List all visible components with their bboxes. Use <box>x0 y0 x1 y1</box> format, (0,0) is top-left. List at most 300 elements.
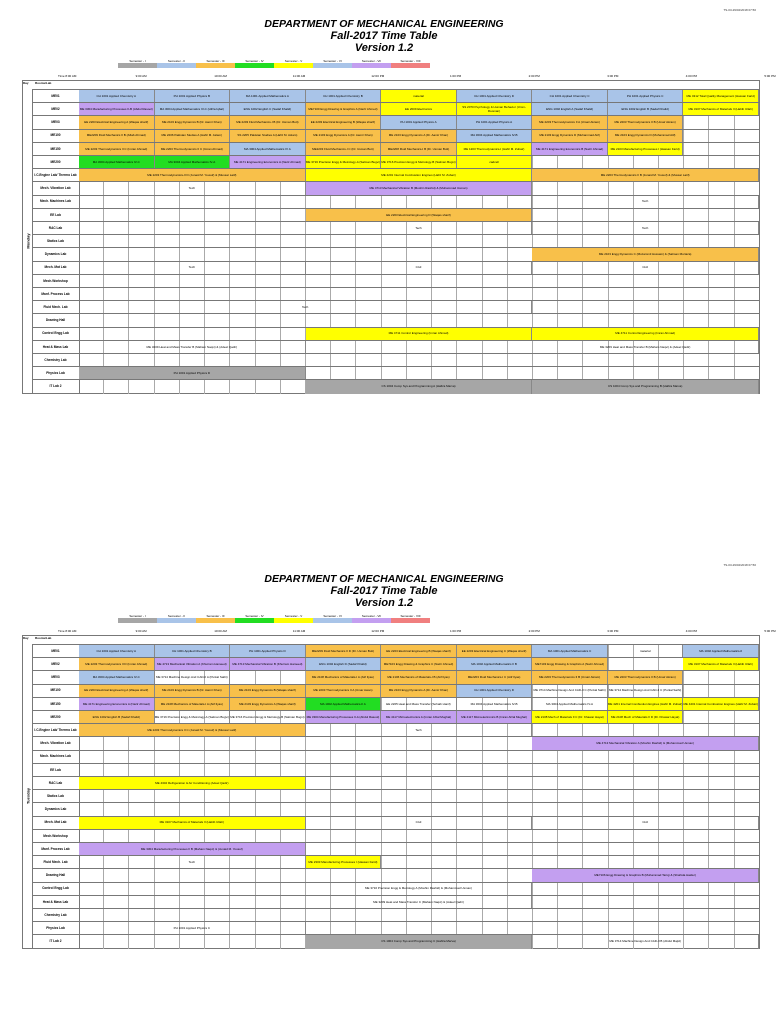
class-block[interactable]: ME 3209 Heat and Mass Transfer B (Maham Naqvi) & (Adeel Qadir) <box>532 341 759 354</box>
class-block[interactable]: Tech <box>79 301 532 314</box>
class-block[interactable]: ME 3716 Precision Engg & Metrology-B (Salman Bugvi) <box>230 711 306 724</box>
class-block[interactable]: MA 3004 Applied Mathematics IV-C <box>79 671 155 684</box>
empty-slot <box>684 751 709 764</box>
room-row <box>32 89 759 103</box>
empty-slot <box>256 935 281 948</box>
room-row <box>32 327 759 341</box>
class-block[interactable]: ME 2203 Thermodynamics II D (Imran Ahmad) <box>79 658 155 671</box>
empty-slot <box>684 116 709 129</box>
empty-slot <box>155 896 180 909</box>
class-block[interactable]: MA 3004 Applied Mathematics IV-B <box>457 698 533 711</box>
page-stamp: TS-03-29/02/2018 07:50 <box>723 8 756 12</box>
empty-slot <box>735 751 759 764</box>
class-block[interactable]: Tech <box>306 222 533 235</box>
empty-slot <box>306 830 331 843</box>
class-block[interactable]: CS 1004 Comp Sys and Programming A (Hafiza Marva) <box>306 380 533 393</box>
room-row <box>32 261 759 275</box>
class-block[interactable]: ME 3716 Precision Engg & Metrology-A (Salman Bugvi) <box>155 711 231 724</box>
room-row <box>32 102 759 116</box>
empty-slot <box>331 341 356 354</box>
class-block[interactable]: PH 1001 Applied Physics A <box>381 116 457 129</box>
class-block[interactable]: ME 3209 Heat and Mass Transfer C (Maham Naqvi) & (Adeel Qadir) <box>306 896 533 909</box>
class-block[interactable]: MA 3004 Applied Mathematics IV-C (Hifza Iqbal) <box>155 103 231 116</box>
class-block[interactable]: PH 1001 Applied Physics B <box>155 90 231 103</box>
class-block[interactable]: EE 2009 Electronics <box>381 103 457 116</box>
empty-slot <box>281 935 306 948</box>
empty-slot <box>382 235 407 248</box>
empty-slot <box>558 724 583 737</box>
version-label: Version 1.2 <box>354 42 414 54</box>
class-block[interactable]: ME 1203 Thermodynamics-I (Hafiz M. Zubair) <box>457 143 533 156</box>
empty-slot <box>659 367 684 380</box>
empty-slot <box>457 275 482 288</box>
room-name: ME03 <box>32 671 80 684</box>
legend-label: Semester - IV <box>245 614 264 618</box>
empty-slot <box>306 790 331 803</box>
class-block[interactable]: ME 4171 Engineering Economics A (Nazir Ahmad) <box>79 698 155 711</box>
empty-slot <box>508 737 533 750</box>
class-block[interactable]: MA 1001 Applied Mathematics C <box>532 645 608 658</box>
class-block[interactable]: ME 3716 Precision Engg & Metrology A (Moshin Rashid) & (Muhammad Usman) <box>306 883 533 896</box>
empty-slot <box>709 685 734 698</box>
class-block[interactable]: ME 2203 Thermodynamics II C (Junaid M. Yousuf) & (Mussar Latif) <box>79 724 306 737</box>
empty-slot <box>356 737 381 750</box>
empty-slot <box>256 764 281 777</box>
class-block[interactable]: Tech <box>532 196 759 209</box>
class-block[interactable]: Civil <box>306 262 533 275</box>
class-block[interactable]: ME 2103 Engg Dynamics B (Dr. Aamir Khan) <box>155 116 231 129</box>
class-block[interactable]: EE 2205 Heat and Mass Transfer (Sohaib Hanif) <box>381 698 457 711</box>
room-row <box>32 181 759 195</box>
class-block[interactable]: ME 2303 Manufacturing Processes I (Hassan Farid) <box>306 856 382 869</box>
class-block[interactable]: MA 3004 Applied Mathematics IV-C <box>79 156 155 169</box>
class-block[interactable]: ENG 1002 English B (Sadaf Khalid) <box>79 711 155 724</box>
legend-swatch <box>235 63 274 68</box>
legend-item <box>235 59 274 68</box>
class-block[interactable]: ME 2203 Thermodynamics II B (Junaid M. Yousuf) & (Mussar Latif) <box>532 169 759 182</box>
empty-slot <box>483 367 508 380</box>
class-block[interactable]: CH 1001 Applied Chemistry A <box>79 90 155 103</box>
empty-slot <box>129 790 154 803</box>
empty-slot <box>684 671 709 684</box>
class-block[interactable]: ME 3716 Precision Engg & Metrology-A (Salman Bugvi) <box>306 156 382 169</box>
empty-slot <box>382 314 407 327</box>
class-block[interactable]: ME 4201 Internal Combustion Engines (Hafiz M. Zubair) <box>608 698 684 711</box>
empty-slot <box>155 790 180 803</box>
class-block[interactable]: ME7103 Engg Drawing & Graphics A (Nazir Ahmed) <box>532 658 608 671</box>
slot-grid <box>79 751 759 764</box>
empty-slot <box>104 830 129 843</box>
class-block[interactable]: ME 2103 Engg Dynamics A (Dr. Aamir Khan) <box>381 685 457 698</box>
empty-slot <box>230 248 255 261</box>
class-block[interactable]: ME 2203 Thermodynamics II B (Umair Akram) <box>608 671 684 684</box>
class-block[interactable]: ME 3714 Machine Design And CAD-II C (Purkal Sathi) <box>608 685 684 698</box>
class-block[interactable]: ME2208 Fluid Mechanics-I B (Dr. Usman Butt) <box>381 143 457 156</box>
class-block[interactable]: ME 2203 Thermodynamics II A (Umar Awan) <box>306 685 382 698</box>
class-block[interactable]: ME 4713 Mechanical Vibration B (Moshin Rashid) & (Muhammad Usman) <box>306 182 533 195</box>
room-row <box>32 313 759 327</box>
class-block[interactable]: ME2203 Fluid Mechanics-I C (Atif Ilyas) <box>457 671 533 684</box>
class-block[interactable]: Tech <box>79 262 306 275</box>
class-block[interactable]: ME 3107 Mechanics of Materials II (Habib Ullah) <box>683 103 759 116</box>
class-block[interactable]: EE 2203 Electrical Engineering B (Waqas sharif) <box>306 116 382 129</box>
empty-slot <box>533 790 558 803</box>
legend-swatch <box>274 618 313 623</box>
empty-slot <box>558 275 583 288</box>
class-block[interactable]: Civil <box>306 817 533 830</box>
empty-slot <box>457 341 482 354</box>
empty-slot <box>533 764 558 777</box>
empty-slot <box>483 830 508 843</box>
class-block[interactable]: ME 2203 Thermodynamics II B (Umair Akram) <box>532 671 608 684</box>
class-block[interactable]: ME 2103 Engg Dynamics C (Muzammil Hussain) & (Salman Murtaza) <box>532 248 759 261</box>
class-block[interactable]: MA 1001 Applied Mathematics A <box>230 90 306 103</box>
legend-label: Semester - VII <box>361 59 382 63</box>
class-block[interactable]: EE 2203 Electrical Engineering A (Waqas sharif) <box>79 116 155 129</box>
empty-slot <box>104 737 129 750</box>
empty-slot <box>709 751 734 764</box>
empty-slot <box>457 314 482 327</box>
empty-slot <box>583 367 608 380</box>
class-block[interactable]: MA 1002 Applied Mathematics II B <box>457 658 533 671</box>
time-label: Time 8:00 AM <box>58 629 77 633</box>
empty-slot <box>659 830 684 843</box>
empty-slot <box>205 380 230 393</box>
empty-slot <box>205 790 230 803</box>
empty-slot <box>331 764 356 777</box>
class-block[interactable]: ME2203 Fluid Mechanics-I C (Dr. Usman Butt) <box>306 143 382 156</box>
empty-slot <box>104 380 129 393</box>
class-block[interactable]: SS 2070 Psychology & Human Behavior (Umm-Rooman) <box>457 103 533 116</box>
class-block[interactable]: CH 1001 Applied Chemistry C <box>532 90 608 103</box>
empty-slot <box>331 869 356 882</box>
empty-slot <box>256 869 281 882</box>
class-block[interactable]: Civil <box>532 262 759 275</box>
class-block[interactable]: cadcell <box>457 156 533 169</box>
empty-slot <box>684 367 709 380</box>
empty-slot <box>659 896 684 909</box>
class-block[interactable]: ME 4302 Refrigeration & Air Conditioning (Adeel Qadir) <box>79 777 306 790</box>
empty-slot <box>129 196 154 209</box>
empty-slot <box>230 803 255 816</box>
empty-slot <box>382 803 407 816</box>
room-row <box>32 366 759 380</box>
empty-slot <box>281 751 306 764</box>
empty-slot <box>457 235 482 248</box>
class-block[interactable]: Tech <box>532 222 759 235</box>
class-block[interactable]: EE 2203 Electrical Engineering B (Waqas sharif) <box>381 645 457 658</box>
class-block[interactable]: PH 1001 Applied Physics A <box>457 116 533 129</box>
empty-slot <box>180 248 205 261</box>
class-block[interactable]: ME 2203 Thermodynamics II C (Imran Ahmad) <box>79 143 155 156</box>
class-block[interactable]: ME 3714 Machine Design And CAD-II B (Abdul Majid) <box>532 935 759 948</box>
class-block[interactable]: material <box>608 645 684 658</box>
empty-slot <box>483 751 508 764</box>
empty-slot <box>533 751 558 764</box>
class-block[interactable]: ME2209 Fluid Mechanics II D (Dr. Usman Butt) <box>306 645 382 658</box>
class-block[interactable]: ME 4201 Internal Combustion Engines (Hafiz M. Zubair) <box>306 169 533 182</box>
class-block[interactable]: ME 4713 Mechanical Vibration B (Khurram Hameed) <box>230 658 306 671</box>
empty-slot <box>609 883 634 896</box>
class-block[interactable]: ME7100 Engg Drawing & Graphics A (Nazir Ahmed) <box>306 103 382 116</box>
class-block[interactable]: ME 2103 Engg Dynamics B (Dr. Aamir Khan) <box>155 685 231 698</box>
empty-slot <box>684 896 709 909</box>
class-block[interactable]: ME 3714 Machine Design And CAD-II C (Purkal Sathi) <box>532 685 608 698</box>
class-block[interactable]: ME 4312 Total Quality Management (Hassan Farid) <box>683 90 759 103</box>
room-header: Rooms/Lab <box>35 81 52 85</box>
legend-item <box>352 614 391 623</box>
class-block[interactable]: ME 2103 Manufacturing Processes I (Hassan Farid) <box>608 143 684 156</box>
room-name: ME200 <box>32 156 80 169</box>
empty-slot <box>356 235 381 248</box>
empty-slot <box>180 314 205 327</box>
class-block[interactable]: ME 4713 Mechanical Vibration A (Khurram Hameed) <box>155 658 231 671</box>
empty-slot <box>104 314 129 327</box>
class-block[interactable]: PH 1001 Applied Physics D <box>79 367 306 380</box>
empty-slot <box>356 248 381 261</box>
empty-slot <box>483 803 508 816</box>
empty-slot <box>331 235 356 248</box>
empty-slot <box>508 341 533 354</box>
room-header: Rooms/Lab <box>35 636 52 640</box>
empty-slot <box>432 367 457 380</box>
empty-slot <box>483 314 508 327</box>
room-row <box>32 789 759 803</box>
empty-slot <box>356 275 381 288</box>
class-block[interactable]: MA 1002 Applied Mathematics-II <box>683 645 759 658</box>
class-block[interactable]: ME 2203 Thermodynamics-II D (Junaid M. Yousuf) & (Mussar Latif) <box>79 169 306 182</box>
room-row <box>32 829 759 843</box>
class-block[interactable]: EE 2203 Electrical Engineering A (Waqas sharif) <box>79 685 155 698</box>
empty-slot <box>659 803 684 816</box>
room-name: Heat & Mass Lab <box>32 341 80 354</box>
legend-swatch <box>352 63 391 68</box>
class-block[interactable]: ME 4713 Mechanical Vibration A (Moshin Rashid) & (Muhammad Usman) <box>532 737 759 750</box>
empty-slot <box>735 685 759 698</box>
empty-slot <box>583 883 608 896</box>
class-block[interactable]: ME 3716 Precision Engg & Metrology-B (Salman Bugvi) <box>381 156 457 169</box>
class-block[interactable]: ME 2203 Thermodynamics II B (Umair Akram) <box>608 116 684 129</box>
empty-slot <box>659 856 684 869</box>
class-block[interactable]: ME 3714 Machine Design And CAD-II A (Purkal Sathi) <box>155 671 231 684</box>
class-block[interactable]: ME 3209 Heat and Mass Transfer B (Maham Naqvi) & (Adeel Qadir) <box>79 341 306 354</box>
empty-slot <box>256 248 281 261</box>
class-block[interactable]: ME 4201 Internal Combustion Engines (Hafiz M. Zubair) <box>683 698 759 711</box>
class-block[interactable]: ME 3304 Manufacturing Processes II-B (Abdul Rasool) <box>79 103 155 116</box>
class-block[interactable]: ME7103 Engg Drawing & Graphics C (Nazir Ahmed) <box>381 658 457 671</box>
class-block[interactable]: EE 2203 Electrical Engineering D (Waqas sharif) <box>306 209 533 222</box>
empty-slot <box>180 883 205 896</box>
class-block[interactable]: MA 3004 Applied Mathematics IV A <box>230 143 306 156</box>
empty-slot <box>230 196 255 209</box>
class-block[interactable]: Tech <box>79 856 306 869</box>
empty-slot <box>129 803 154 816</box>
class-block[interactable]: ME 2103 Engg Dynamics B (Waqas sharif) <box>230 685 306 698</box>
room-row <box>32 895 759 909</box>
class-block[interactable]: MA 3004 Applied Mathematics IV-A <box>155 156 231 169</box>
empty-slot <box>306 314 331 327</box>
empty-slot <box>281 737 306 750</box>
room-name: ME01 <box>32 90 80 103</box>
room-name: Dynamics Lab <box>32 803 80 816</box>
class-block[interactable]: ME 4117 Microelectronics B (Imran Afzal Mughal) <box>457 711 533 724</box>
empty-slot <box>104 751 129 764</box>
class-block[interactable]: ME 2206 Pakistan Studies A (Hafiz M. Aslam) <box>155 130 231 143</box>
class-block[interactable]: SS 2205 Pakistan Studies A (Hafiz M. Aslam) <box>230 130 306 143</box>
empty-slot <box>356 751 381 764</box>
room-row <box>32 287 759 301</box>
empty-slot <box>230 380 255 393</box>
class-block[interactable]: ME 2103 Engg Dynamics D (Muhammad Atif) <box>608 130 684 143</box>
empty-slot <box>230 314 255 327</box>
department-title: DEPARTMENT OF MECHANICAL ENGINEERING <box>264 18 504 30</box>
room-row <box>32 855 759 869</box>
empty-slot <box>634 830 659 843</box>
class-block[interactable]: ME 2108 Mech of Materials II C (Dr. Khawar Hayat) <box>532 711 608 724</box>
empty-slot <box>634 883 659 896</box>
empty-slot <box>558 803 583 816</box>
empty-slot <box>432 856 457 869</box>
time-label: 2:00 PM <box>528 629 540 633</box>
class-block[interactable]: ME 4117 Microelectronics A (Imran Afzal Mughal) <box>381 711 457 724</box>
class-block[interactable]: ME2209 Fluid Mechanics II B (Aftab Ahmad) <box>79 130 155 143</box>
empty-slot <box>609 209 634 222</box>
empty-slot <box>104 935 129 948</box>
class-block[interactable]: CS 1004 Comp Sys and Programming B (Hafiza Marva) <box>532 380 759 393</box>
empty-slot <box>382 751 407 764</box>
class-block[interactable]: Tech <box>79 182 306 195</box>
class-block[interactable]: ME 4171 Engineering Economics B (Nazir Ahmad) <box>532 143 608 156</box>
class-block[interactable]: material <box>381 90 457 103</box>
empty-slot <box>306 737 331 750</box>
class-block[interactable]: CH 1001 Applied Chemistry B <box>155 645 231 658</box>
room-name: Statics Lab <box>32 790 80 803</box>
empty-slot <box>180 380 205 393</box>
class-block[interactable]: PH 1001 Applied Physics C <box>608 90 684 103</box>
room-row <box>32 155 759 169</box>
class-block[interactable]: ME 4171 Engineering Economics A (Nazir Ahmad) <box>230 156 306 169</box>
legend-item <box>118 614 157 623</box>
room-name: Dynamics Lab <box>32 248 80 261</box>
class-block[interactable]: ME 2103 Engg Dynamics A (Waqas sharif) <box>230 698 306 711</box>
empty-slot <box>709 856 734 869</box>
empty-slot <box>104 883 129 896</box>
empty-slot <box>457 751 482 764</box>
empty-slot <box>230 896 255 909</box>
empty-slot <box>180 737 205 750</box>
class-block[interactable]: MA 3004 Applied Mathematics IV-A <box>532 698 608 711</box>
empty-slot <box>155 935 180 948</box>
class-block[interactable]: CH 1001 Applied Chemistry A <box>79 645 155 658</box>
class-block[interactable]: ME 2106 Mechanics of Materials-I B (Atif Ilyas) <box>381 671 457 684</box>
class-block[interactable]: MA 3004 Applied Mathematics IV-B <box>457 130 533 143</box>
class-block[interactable]: ME 3304 Manufacturing Processes II B (Maham Naqvi) & (Junaid M. Yousuf) <box>79 843 306 856</box>
empty-slot <box>129 935 154 948</box>
empty-slot <box>709 116 734 129</box>
class-block[interactable]: ME 3107 Mechanics of Materials II (Habib Ullah) <box>683 658 759 671</box>
empty-slot <box>684 685 709 698</box>
empty-slot <box>407 275 432 288</box>
class-block[interactable]: Tech <box>306 724 533 737</box>
empty-slot <box>558 301 583 314</box>
class-block[interactable]: ME 4711 Control Engineering (Imran Ahmad) <box>306 328 533 341</box>
empty-slot <box>129 314 154 327</box>
empty-slot <box>331 367 356 380</box>
class-block[interactable]: ENG 1002 English D (Sadaf Khalid) <box>306 658 382 671</box>
class-block[interactable]: CS 1004 Comp Sys and Programming C (Hafiza Marva) <box>306 935 533 948</box>
empty-slot <box>356 367 381 380</box>
class-block[interactable] <box>306 196 533 209</box>
legend-label: Semester - II <box>167 59 186 63</box>
class-block[interactable]: CH 1001 Applied Chemistry B <box>306 90 382 103</box>
empty-slot <box>709 830 734 843</box>
class-block[interactable]: ME 2203 Fluid Mechanics-I B (Dr. Usman Butt) <box>230 116 306 129</box>
time-label: 4:00 PM <box>685 74 697 78</box>
class-block[interactable]: ME7106 Engg Drawing & Graphics B (Muhammad Tariq) & (Shahida Haider) <box>532 869 759 882</box>
class-block[interactable]: EE 2203 Electrical Engineering C (Waqas sharif) <box>457 645 533 658</box>
class-block[interactable]: PH 1001 Applied Physics D <box>230 645 306 658</box>
class-block[interactable]: ME 2103 Engg Dynamics A (Dr. Aamir Khan) <box>381 130 457 143</box>
room-name: ME100 <box>32 130 80 143</box>
class-block[interactable]: ME 2203 Thermodynamics II C (Imran Ahmad) <box>155 143 231 156</box>
class-block[interactable]: ENG 1002 English B (Sadaf Khalid) <box>608 103 684 116</box>
class-block[interactable]: ME 2108 Mechanics of Materials-I A (Atif Ilyas) <box>306 671 382 684</box>
class-block[interactable]: Civil <box>532 817 759 830</box>
empty-slot <box>609 724 634 737</box>
empty-slot <box>709 764 734 777</box>
class-block[interactable]: ME 3304 Manufacturing Processes II-A (Abdul Rasool) <box>306 711 382 724</box>
empty-slot <box>735 314 759 327</box>
empty-slot <box>634 790 659 803</box>
empty-slot <box>558 856 583 869</box>
class-block[interactable]: ME 4711 Control Engineering (Imran Ahmad) <box>532 328 759 341</box>
empty-slot <box>382 830 407 843</box>
class-block[interactable]: ME 3107 Mechanics of Materials II (Habib Ullah) <box>79 817 306 830</box>
room-name: EE Lab <box>32 209 80 222</box>
room-name: Heat & Mass Lab <box>32 896 80 909</box>
class-block[interactable]: ME 2203 Thermodynamics II A (Umair Akram) <box>532 116 608 129</box>
room-name: RAC Lab <box>32 222 80 235</box>
empty-slot <box>331 803 356 816</box>
class-block[interactable]: MA 1002 Applied Mathematics-II A <box>306 698 382 711</box>
empty-slot <box>155 314 180 327</box>
slot-grid <box>79 314 759 327</box>
empty-slot <box>230 830 255 843</box>
empty-slot <box>558 883 583 896</box>
class-block[interactable]: CH 1001 Applied Chemistry D <box>457 685 533 698</box>
empty-slot <box>583 751 608 764</box>
class-block[interactable]: ME 2103 Engg Dynamics A (Dr. Aamir Khan) <box>306 130 382 143</box>
legend-swatch <box>157 63 196 68</box>
empty-slot <box>457 367 482 380</box>
class-block[interactable]: ME 2108 Mechanics of Materials-I A (Atif Ilyas) <box>155 698 231 711</box>
class-block[interactable]: PH 1001 Applied Physics C <box>79 922 306 935</box>
class-block[interactable]: ME 2108 Mech of Materials II D (Dr. Khawar Hayat) <box>608 711 684 724</box>
class-block[interactable]: ENG 1002 English A (Sadaf Khalid) <box>532 103 608 116</box>
empty-slot <box>609 856 634 869</box>
empty-slot <box>79 328 104 341</box>
empty-slot <box>684 883 709 896</box>
empty-slot <box>155 196 180 209</box>
timetable-title: Fall-2017 Time Table <box>330 30 438 42</box>
class-block[interactable]: ENG 1002 English C (Sadaf Khalid) <box>230 103 306 116</box>
empty-slot <box>609 182 634 195</box>
room-name: Drawing Hall <box>32 314 80 327</box>
empty-slot <box>155 764 180 777</box>
class-block[interactable]: ME 2103 Engg Dynamics D (Muhammad Atif) <box>532 130 608 143</box>
room-name: Manf. Process Lab <box>32 288 80 301</box>
class-block[interactable]: CH 1001 Applied Chemistry D <box>457 90 533 103</box>
